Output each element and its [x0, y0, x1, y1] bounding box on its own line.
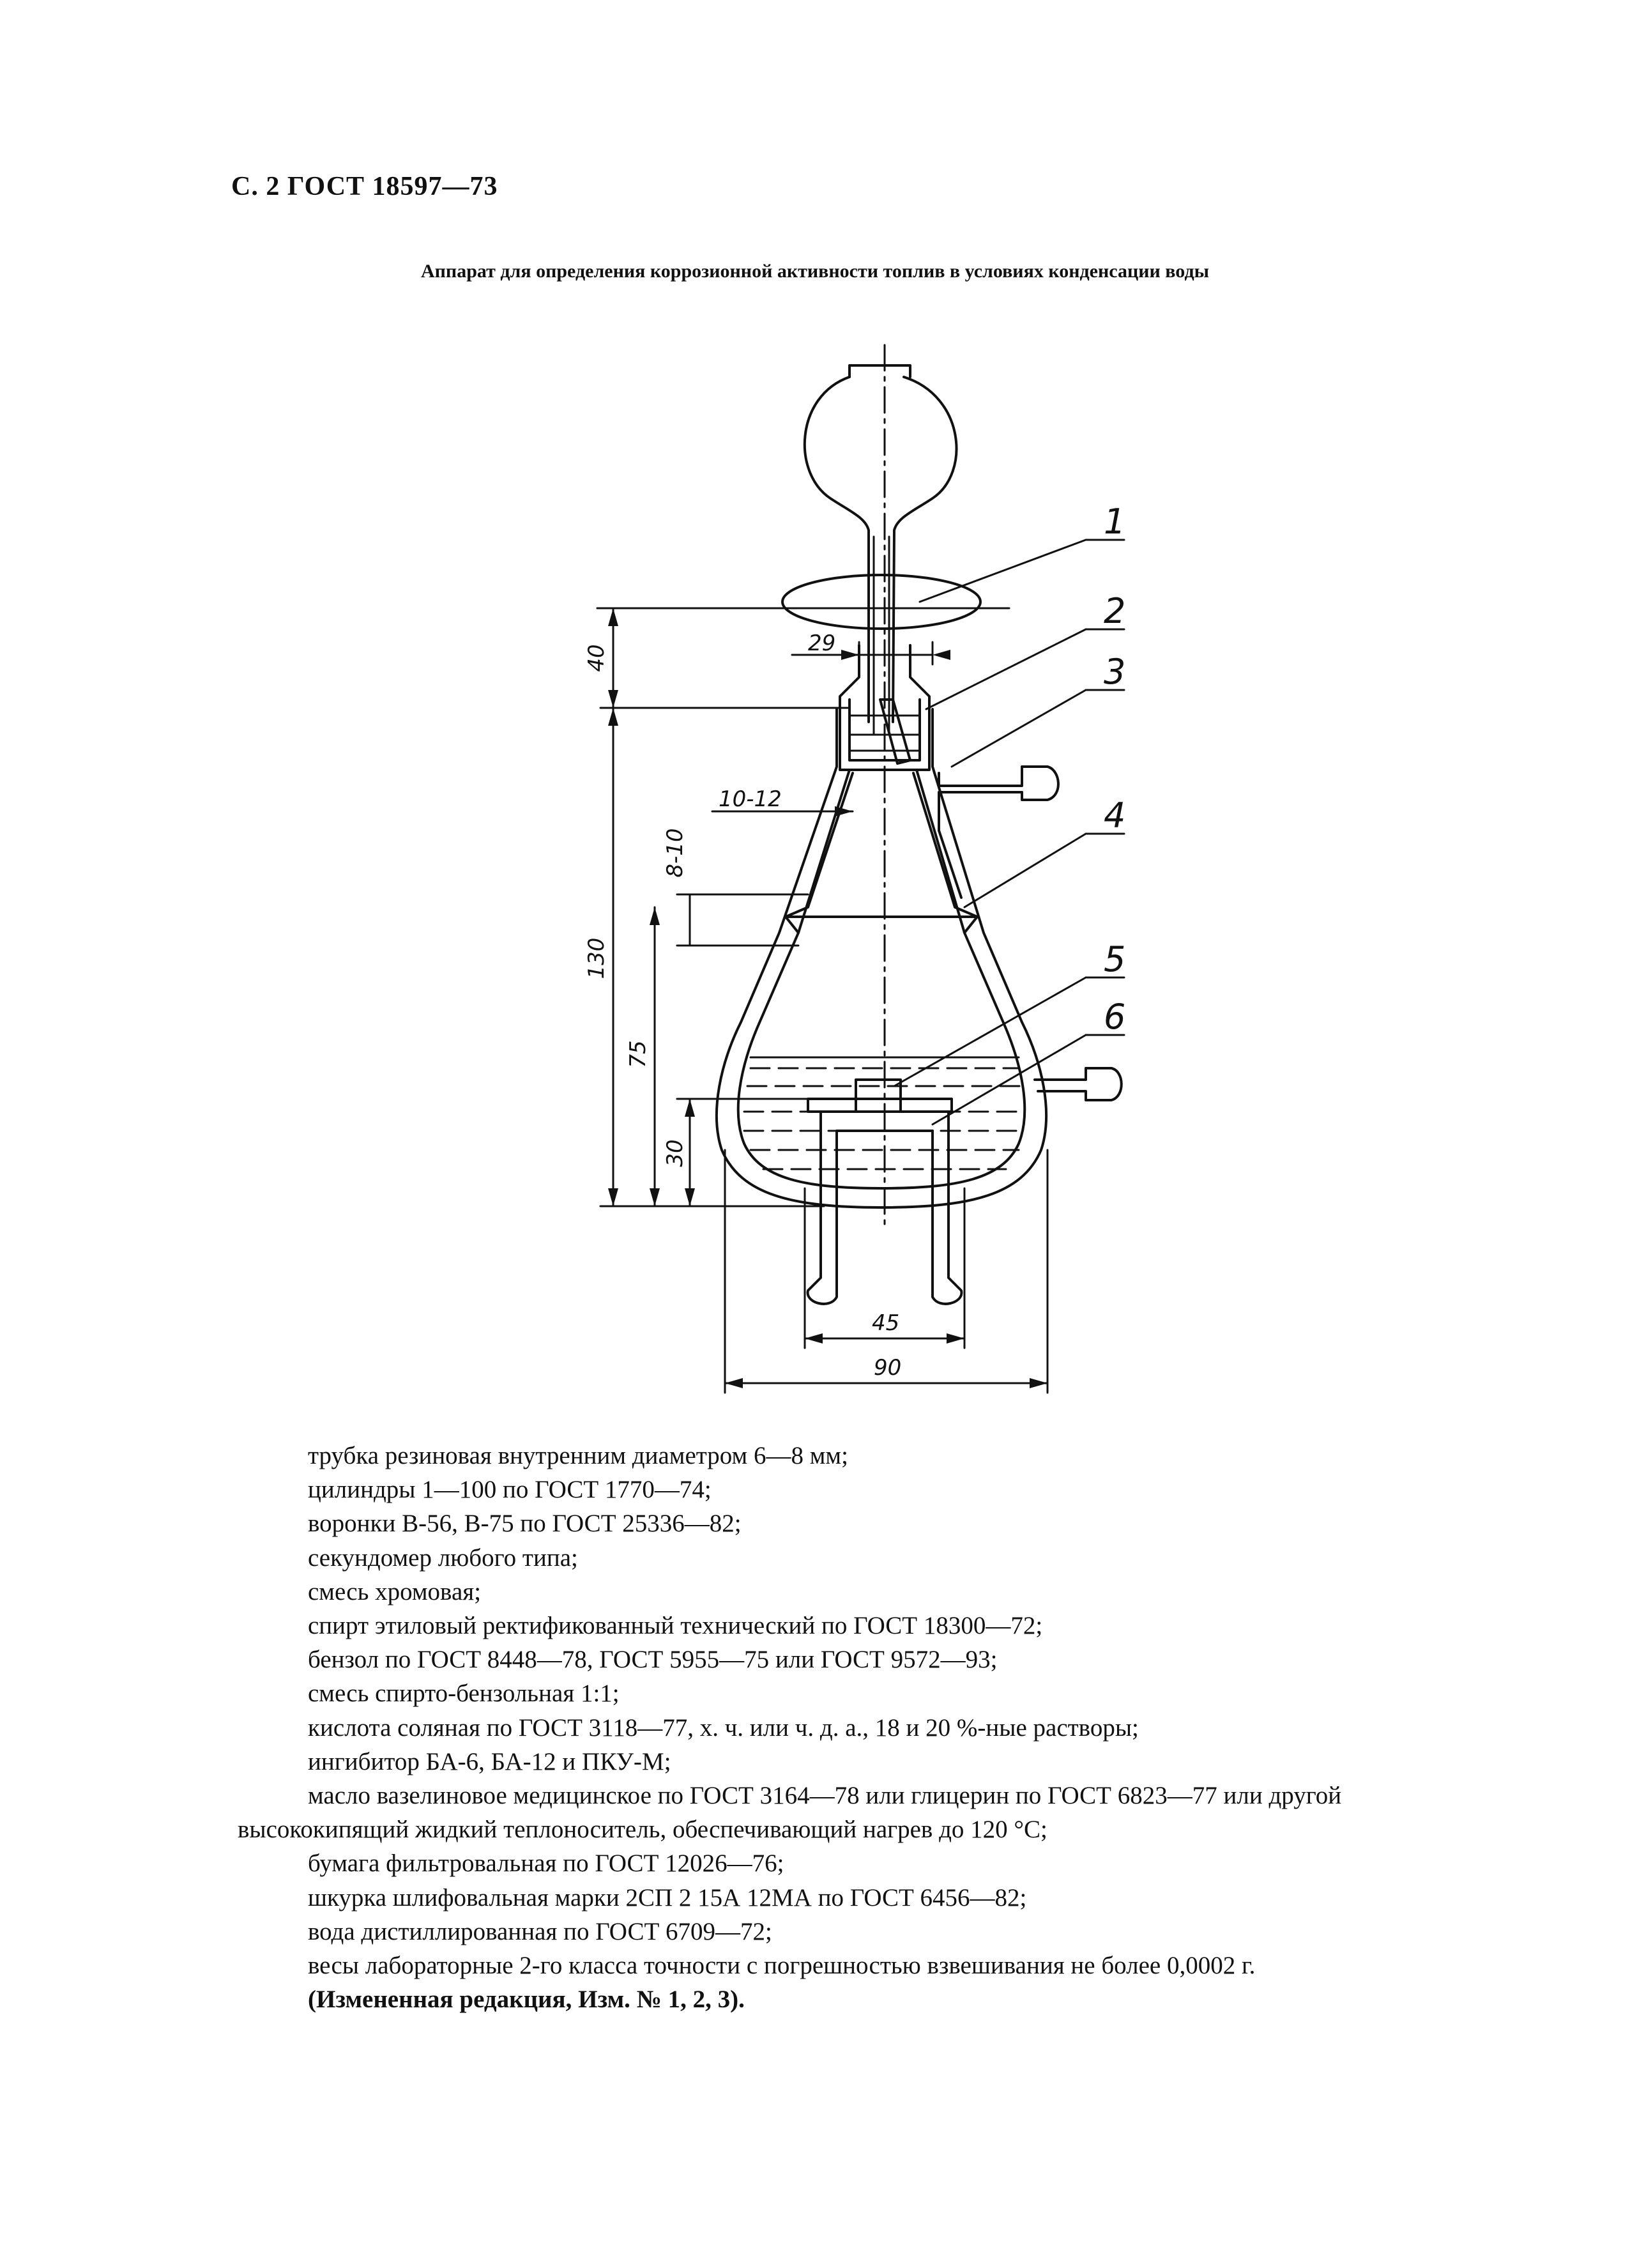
list-item: смесь спирто-бензольная 1:1;: [308, 1680, 620, 1708]
dim-90: 90: [874, 1355, 902, 1381]
part-label-2: 2: [1104, 591, 1126, 631]
lower-side-tube: [1035, 1068, 1122, 1100]
materials-list: [238, 1439, 1528, 2016]
dim-10-12: 10-12: [719, 786, 782, 812]
list-item: воронки В-56, В-75 по ГОСТ 25336—82;: [308, 1510, 742, 1538]
dim-40: 40: [584, 644, 609, 672]
stopcock-plug: [782, 575, 980, 629]
dimension-lines: [600, 608, 1047, 1393]
list-item: кислота соляная по ГОСТ 3118—77, х. ч. или ч. д. а., 18 и 20 %-ные растворы;: [308, 1713, 1139, 1742]
figure-title: Аппарат для определения коррозионной активности топлив в условиях конденсации воды: [420, 261, 1210, 282]
amendment-note: (Измененная редакция, Изм. № 1, 2, 3).: [308, 1986, 745, 2014]
part-label-1: 1: [1104, 502, 1126, 542]
inner-funnel: [786, 773, 977, 917]
part-label-5: 5: [1104, 939, 1126, 979]
part-label-6: 6: [1104, 997, 1126, 1037]
list-item: ингибитор БА-6, БА-12 и ПКУ-М;: [308, 1747, 671, 1775]
upper-side-tube: [939, 767, 1058, 831]
list-item: масло вазелиновое медицинское по ГОСТ 3164—78 или глицерин по ГОСТ 6823—77 или другой: [308, 1782, 1342, 1810]
dim-29: 29: [808, 631, 836, 656]
dim-130: 130: [584, 937, 609, 979]
dim-8-10: 8-10: [662, 828, 688, 878]
dim-45: 45: [872, 1310, 900, 1336]
page-header: С. 2 ГОСТ 18597—73: [231, 172, 498, 201]
list-item: секундомер любого типа;: [308, 1544, 578, 1572]
dimension-arrows: [608, 608, 1047, 1388]
list-item: спирт этиловый ректификованный технический по ГОСТ 18300—72;: [308, 1612, 1043, 1640]
list-item: вода дистиллированная по ГОСТ 6709—72;: [308, 1917, 772, 1945]
dropping-funnel-bulb: [805, 365, 957, 735]
dim-75: 75: [625, 1040, 651, 1068]
list-item: бензол по ГОСТ 8448—78, ГОСТ 5955—75 или ГОСТ 9572—93;: [308, 1646, 998, 1674]
list-item: смесь хромовая;: [308, 1577, 482, 1605]
part-label-3: 3: [1104, 652, 1126, 692]
list-item-continuation: высококипящий жидкий теплоноситель, обеспечивающий нагрев до 120 °С;: [238, 1816, 1047, 1844]
part-label-4: 4: [1104, 795, 1126, 836]
list-item: шкурка шлифовальная марки 2СП 2 15А 12МА по ГОСТ 6456—82;: [308, 1883, 1027, 1912]
dim-30: 30: [662, 1139, 688, 1167]
list-item: бумага фильтровальная по ГОСТ 12026—76;: [308, 1850, 784, 1878]
list-item: трубка резиновая внутренним диаметром 6—8 мм;: [308, 1442, 848, 1469]
list-item: цилиндры 1—100 по ГОСТ 1770—74;: [308, 1476, 712, 1504]
list-item: весы лабораторные 2-го класса точности с погрешностью взвешивания не более 0,0002 г.: [308, 1952, 1256, 1980]
flask-body: [717, 709, 1046, 1207]
